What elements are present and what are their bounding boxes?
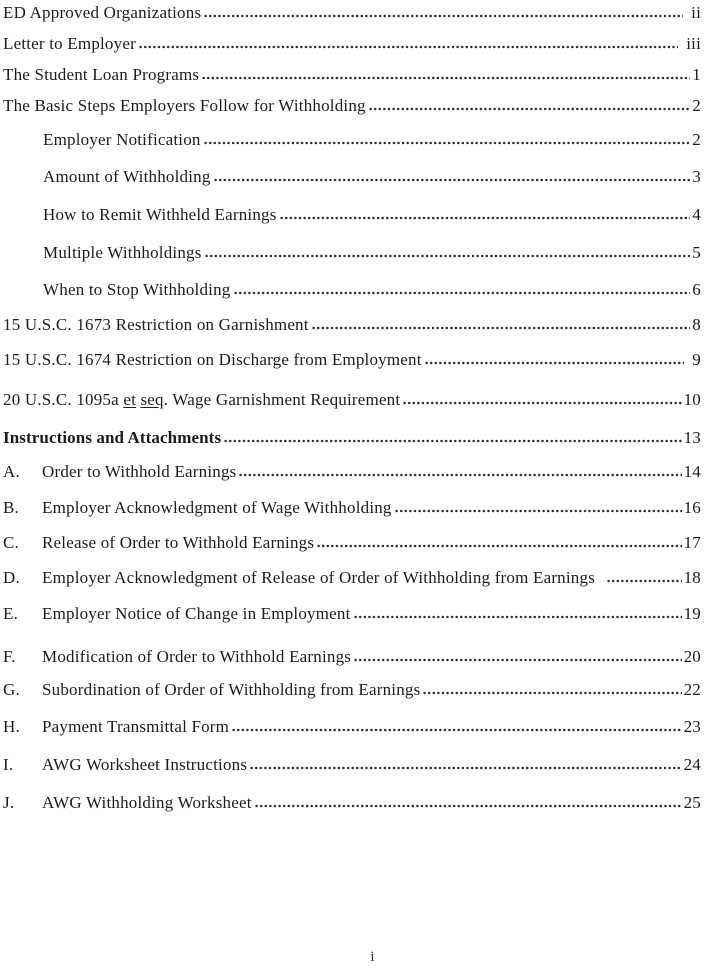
- toc-entry-title: Multiple Withholdings: [43, 243, 202, 262]
- toc-entry: [3, 567, 701, 589]
- toc-entry-title: Subordination of Order of Withholding from Earnings: [42, 680, 421, 699]
- toc-entry: [3, 314, 701, 336]
- toc-entry-title: How to Remit Withheld Earnings: [43, 205, 277, 224]
- toc-entry-letter: I.: [3, 755, 14, 774]
- toc-entry-title: Modification of Order to Withhold Earnings: [42, 647, 352, 666]
- table-of-contents: [3, 0, 701, 814]
- toc-entry-page: 4: [692, 205, 701, 224]
- dot-leader: [232, 728, 682, 732]
- toc-entry-title: Order to Withhold Earnings: [42, 462, 237, 481]
- toc-entry-page: 1: [692, 65, 701, 84]
- toc-entry-title: Instructions and Attachments: [3, 428, 222, 447]
- toc-entry-letter: H.: [3, 717, 20, 736]
- toc-entry-letter: G.: [3, 680, 20, 699]
- toc-entry-page: 23: [683, 717, 701, 736]
- dot-leader: [425, 361, 685, 365]
- toc-entry: [3, 279, 701, 301]
- toc-entry-page: 9: [692, 350, 701, 369]
- toc-entry: [3, 754, 701, 776]
- toc-entry-page: 17: [683, 533, 701, 552]
- toc-entry-title: When to Stop Withholding: [43, 280, 231, 299]
- dot-leader: [403, 401, 681, 405]
- toc-entry-page: 14: [683, 462, 701, 481]
- dot-leader: [423, 691, 681, 695]
- dot-leader: [239, 473, 681, 477]
- dot-leader: [214, 178, 691, 182]
- toc-entry: [3, 646, 701, 668]
- toc-entry-title: Employer Notification: [43, 130, 201, 149]
- toc-entry-page: 18: [683, 568, 701, 587]
- toc-entry-page: 8: [692, 315, 701, 334]
- toc-entry-title: Release of Order to Withhold Earnings: [42, 533, 315, 552]
- toc-entry: [3, 716, 701, 738]
- toc-entry-page: 22: [683, 680, 701, 699]
- toc-entry: [3, 679, 701, 701]
- dot-leader: [312, 326, 691, 330]
- toc-entry-page: 3: [692, 167, 701, 186]
- toc-entry: [3, 166, 701, 188]
- toc-entry: [3, 204, 701, 226]
- dot-leader: [202, 76, 690, 80]
- toc-entry-page: 6: [692, 280, 701, 299]
- toc-entry-letter: D.: [3, 568, 20, 587]
- title-text: 20 U.S.C. 1095a: [3, 390, 124, 409]
- toc-entry-page: 25: [683, 793, 701, 812]
- toc-entry: [3, 349, 701, 371]
- toc-entry: [3, 33, 701, 55]
- toc-entry-page: 24: [683, 755, 701, 774]
- dot-leader: [204, 141, 691, 145]
- toc-entry-letter: E.: [3, 604, 19, 623]
- dot-leader: [395, 509, 682, 513]
- toc-entry-title: Payment Transmittal Form: [42, 717, 230, 736]
- toc-entry-title: Letter to Employer: [3, 34, 136, 53]
- toc-entry-letter: A.: [3, 462, 20, 481]
- toc-entry: [3, 2, 701, 24]
- toc-entry-page: 5: [692, 243, 701, 262]
- toc-entry-page: 2: [692, 96, 701, 115]
- title-text: . Wage Garnishment Requirement: [163, 390, 401, 409]
- toc-entry-title: AWG Withholding Worksheet: [42, 793, 252, 812]
- toc-entry-title: [3, 389, 400, 411]
- toc-entry-page: 13: [683, 428, 701, 447]
- toc-entry-title: Employer Acknowledgment of Release of Order of Withholding from Earnings: [42, 568, 596, 587]
- toc-entry: [3, 242, 701, 264]
- toc-entry: [3, 129, 701, 151]
- toc-entry-page: 16: [683, 498, 701, 517]
- toc-entry: [3, 603, 701, 625]
- underlined-citation-text: et: [123, 390, 136, 409]
- toc-entry-page: 10: [683, 390, 701, 409]
- dot-leader: [139, 45, 678, 49]
- toc-entry-page: 19: [683, 604, 701, 623]
- toc-entry-title: The Basic Steps Employers Follow for Withholding: [3, 96, 366, 115]
- dot-leader: [354, 615, 682, 619]
- dot-leader: [204, 14, 683, 18]
- toc-entry-letter: F.: [3, 647, 16, 666]
- toc-entry-page: 20: [683, 647, 701, 666]
- toc-entry-page: iii: [686, 34, 701, 53]
- dot-leader: [280, 216, 691, 220]
- page-footer: [0, 949, 705, 966]
- toc-entry-title: Amount of Withholding: [43, 167, 211, 186]
- dot-leader: [205, 254, 691, 258]
- toc-entry: [3, 461, 701, 483]
- toc-entry-title: Employer Notice of Change in Employment: [42, 604, 351, 623]
- dot-leader: [317, 544, 681, 548]
- toc-entry: [3, 792, 701, 814]
- toc-entry: [3, 497, 701, 519]
- dot-leader: [354, 658, 681, 662]
- toc-entry: [3, 64, 701, 86]
- toc-entry-title: 15 U.S.C. 1673 Restriction on Garnishment: [3, 315, 309, 334]
- folio-page-number: i: [370, 949, 375, 965]
- toc-entry-title: ED Approved Organizations: [3, 3, 202, 22]
- toc-entry: [3, 389, 701, 411]
- toc-entry-letter: C.: [3, 533, 19, 552]
- toc-entry-title: Employer Acknowledgment of Wage Withholding: [42, 498, 392, 517]
- dot-leader: [255, 804, 682, 808]
- toc-entry-title: 15 U.S.C. 1674 Restriction on Discharge from Employment: [3, 350, 422, 369]
- dot-leader: [250, 766, 681, 770]
- toc-entry: [3, 95, 701, 117]
- toc-entry: [3, 427, 701, 449]
- dot-leader: [234, 291, 691, 295]
- toc-entry-page: ii: [691, 3, 701, 22]
- toc-entry-page: 2: [692, 130, 701, 149]
- toc-entry-letter: J.: [3, 793, 15, 812]
- dot-leader: [369, 107, 691, 111]
- toc-entry-letter: B.: [3, 498, 19, 517]
- underlined-citation-text: seq: [140, 390, 164, 409]
- toc-entry-title: The Student Loan Programs: [3, 65, 200, 84]
- toc-entry: [3, 532, 701, 554]
- toc-entry-title: AWG Worksheet Instructions: [42, 755, 248, 774]
- dot-leader: [224, 439, 681, 443]
- dot-leader: [607, 579, 682, 583]
